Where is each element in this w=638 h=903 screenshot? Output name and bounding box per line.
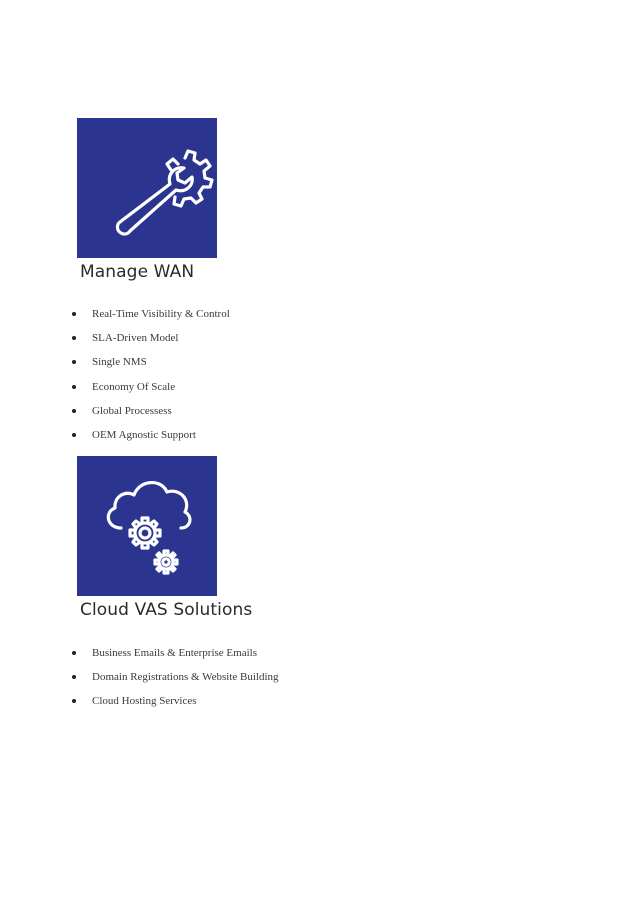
- list-item-text: Domain Registrations & Website Building: [92, 671, 279, 684]
- list-item: [72, 307, 230, 331]
- list-item: [72, 331, 230, 355]
- list-item-text: Business Emails & Enterprise Emails: [92, 647, 257, 659]
- list-item: [72, 380, 230, 404]
- list-item: [72, 670, 279, 694]
- section-title-cloud-vas: Cloud VAS Solutions: [80, 600, 253, 620]
- list-item: [72, 428, 230, 452]
- bullet-icon: [72, 675, 76, 679]
- bullet-icon: [72, 409, 76, 413]
- list-item-text: Cloud Hosting Services: [92, 695, 197, 708]
- bullet-icon: [72, 360, 76, 364]
- bullet-icon: [72, 699, 76, 703]
- manage-wan-list: [72, 307, 230, 452]
- list-item-text: SLA-Driven Model: [92, 332, 179, 345]
- cloud-gears-icon: [77, 456, 217, 596]
- bullet-icon: [72, 385, 76, 389]
- wrench-gear-icon: [77, 118, 217, 258]
- list-item: [72, 646, 279, 670]
- list-item-text: Economy Of Scale: [92, 380, 176, 393]
- cloud-vas-list: [72, 646, 279, 719]
- manage-wan-tile: [77, 118, 217, 258]
- section-title-manage-wan: Manage WAN: [80, 262, 195, 282]
- list-item: [72, 355, 230, 379]
- bullet-icon: [72, 651, 76, 655]
- bullet-icon: [72, 433, 76, 437]
- list-item-text: OEM Agnostic Support: [92, 428, 196, 441]
- list-item-text: Single NMS: [92, 356, 147, 369]
- bullet-icon: [72, 336, 76, 340]
- bullet-icon: [72, 312, 76, 316]
- list-item: [72, 404, 230, 428]
- list-item-text: Global Processess: [92, 404, 172, 417]
- list-item-text: Real-Time Visibility & Control: [92, 308, 230, 320]
- cloud-vas-tile: [77, 456, 217, 596]
- list-item: [72, 694, 279, 718]
